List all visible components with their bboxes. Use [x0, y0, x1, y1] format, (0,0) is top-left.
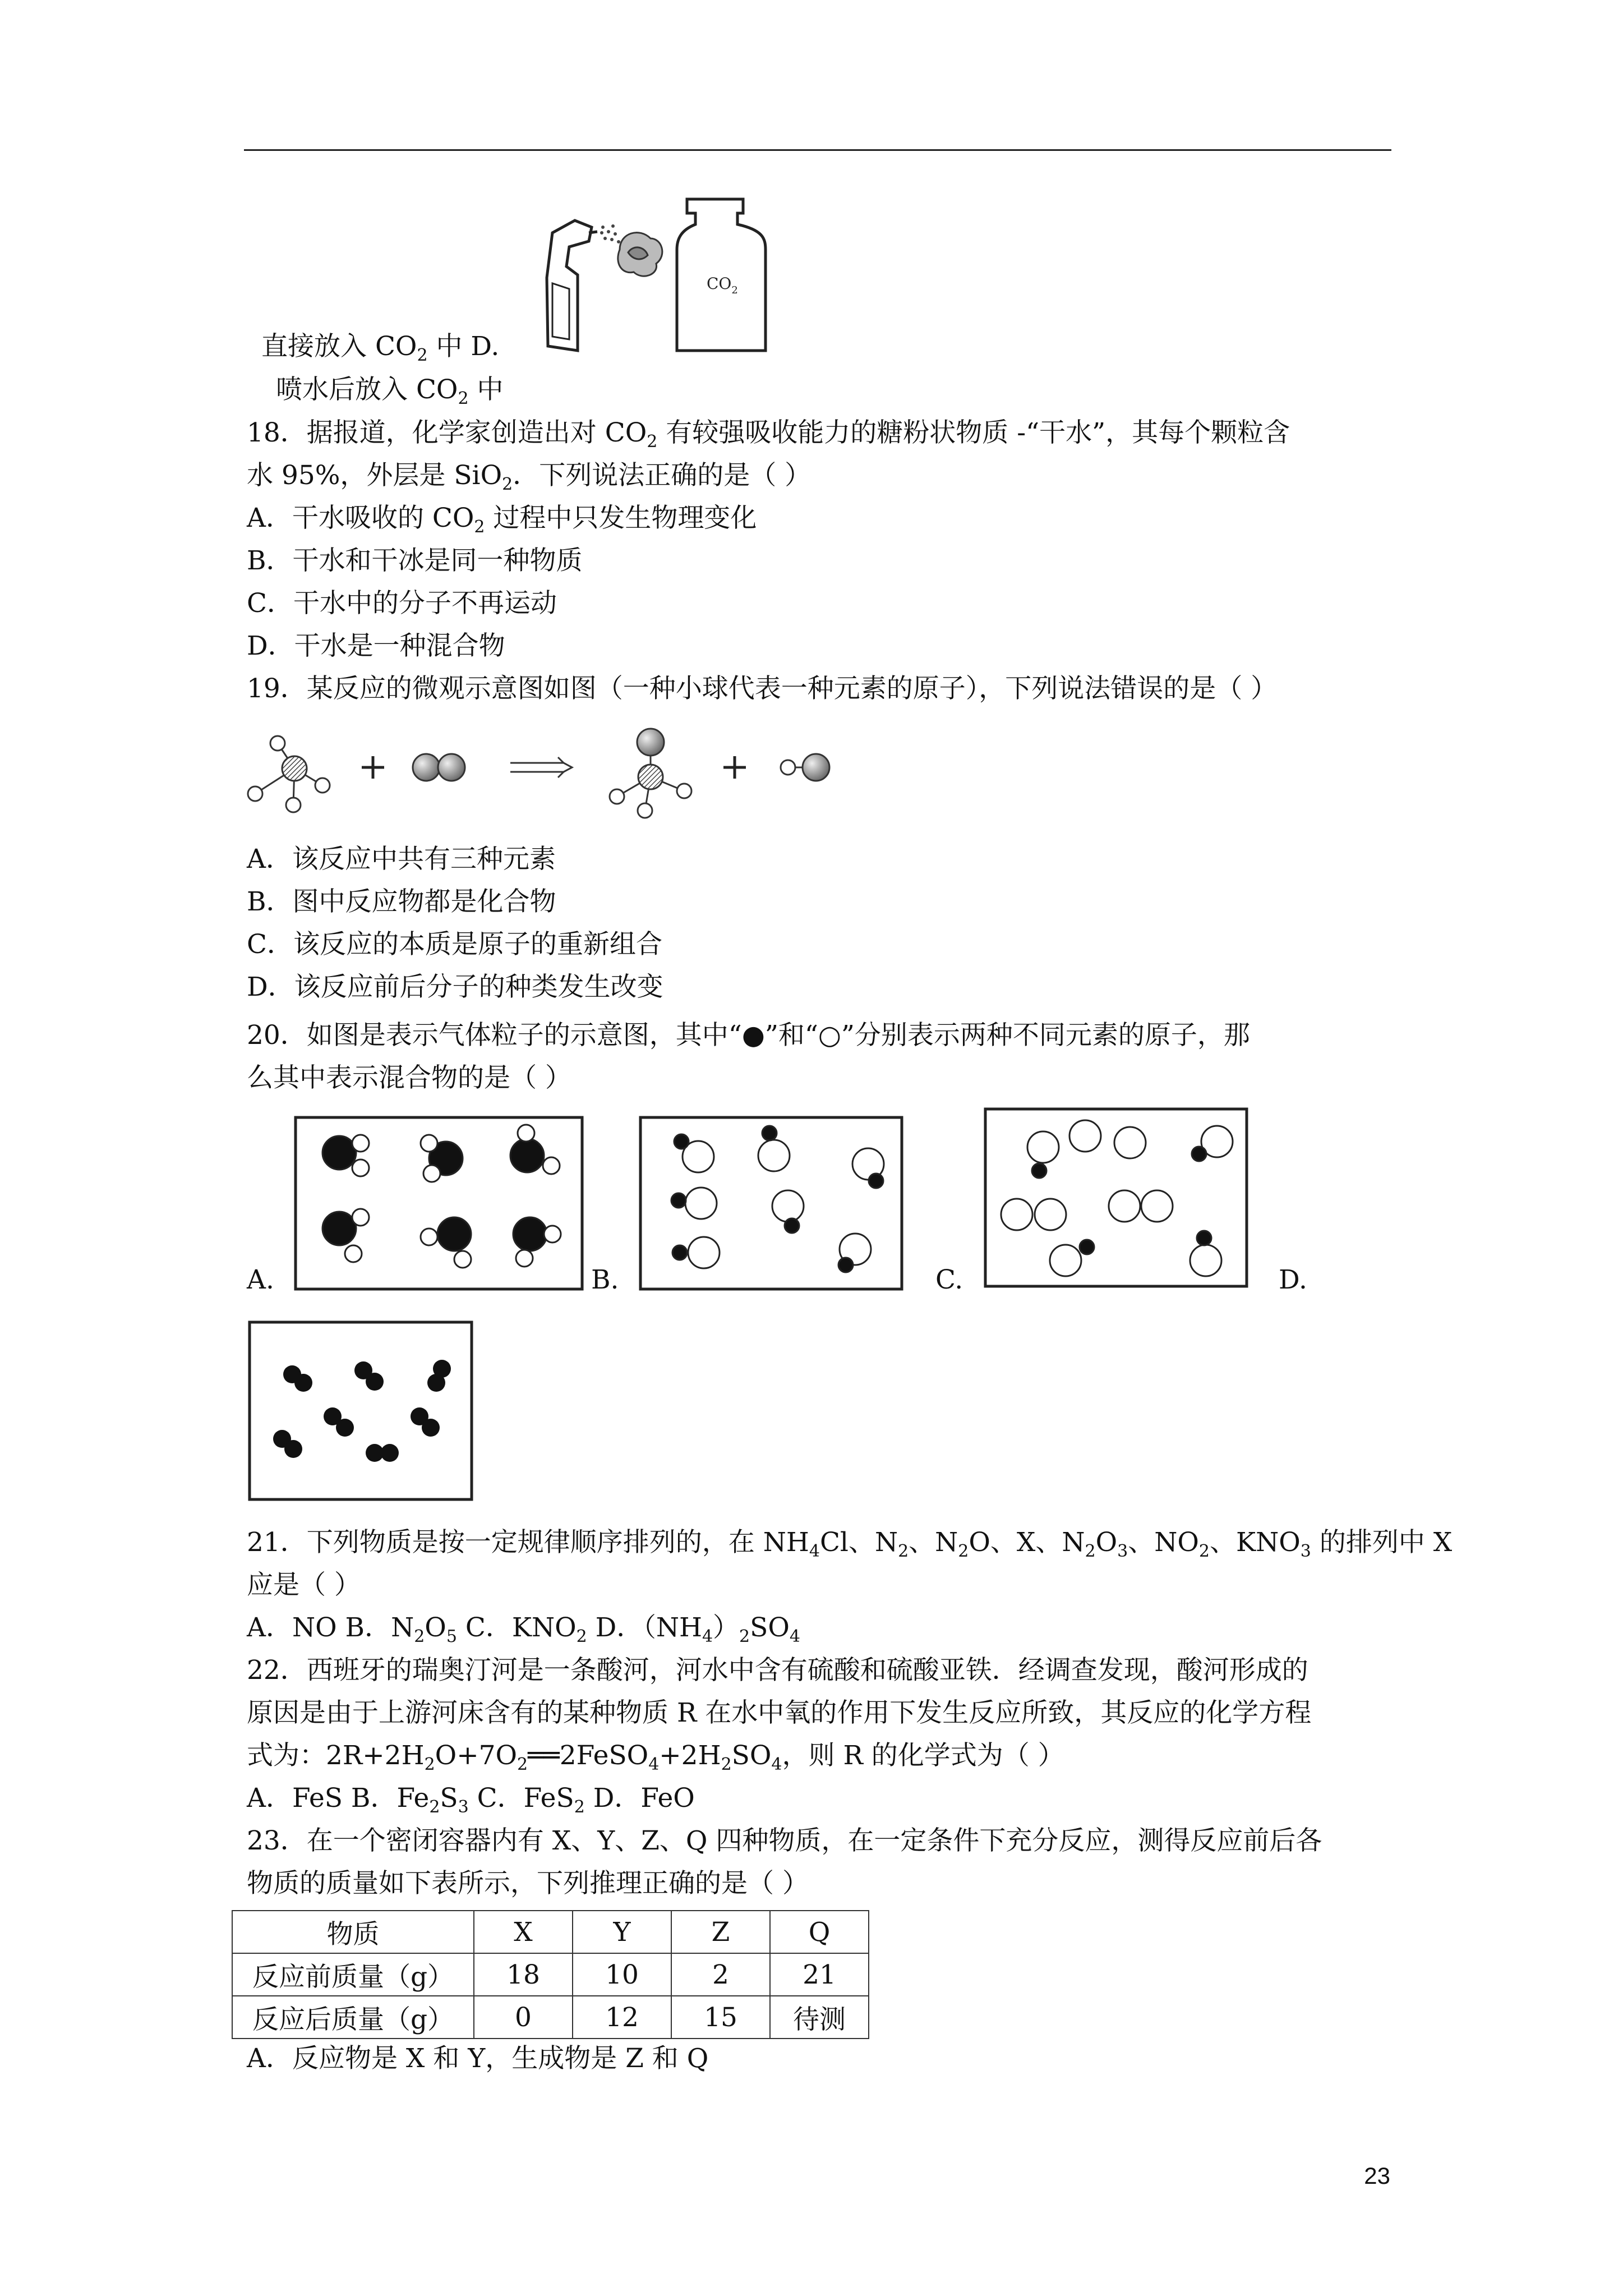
header-rule	[244, 149, 1391, 151]
q21-options: A．NO B．$N_2O_5$ C．$KNO_2$ D．$(NH_4)_2SO_4$	[247, 1612, 800, 1646]
q23-option-a: A．反应物是 X 和 Y，生成物是 Z 和 Q	[247, 2043, 709, 2074]
q22-stem-line1: 22．西班牙的瑞奥汀河是一条酸河，河水中含有硫酸和硫酸亚铁．经调查发现，酸河形成的	[247, 1655, 1308, 1686]
q22-options: A．FeS B．$Fe_2S_3$ C．FeS$_2$ D．FeO	[247, 1783, 695, 1817]
table-cell: 反应后质量（g）	[232, 1996, 474, 2039]
table-row	[232, 1996, 869, 2039]
q23-mass-table	[232, 1910, 869, 2039]
q23-stem-line1: 23．在一个密闭容器内有 X、Y、Z、Q 四种物质，在一定条件下充分反应，测得反应前后各	[247, 1825, 1322, 1856]
q22-stem-line2: 原因是由于上游河床含有的某种物质 R 在水中氧的作用下发生反应所致，其反应的化学方程	[247, 1697, 1312, 1728]
q18-option-c: C．干水中的分子不再运动	[247, 588, 557, 619]
table-cell: 0	[474, 1996, 573, 2039]
q20-box-b	[639, 1116, 903, 1290]
q21-stem-line1: 21．下列物质是按一定规律顺序排列的，在 $NH_4Cl$、$N_2$、$N_2O$、X、$N_2O_3$、$NO_2$、$KNO_3$ 的排列中 X	[247, 1527, 1453, 1561]
table-cell: 12	[573, 1996, 671, 2039]
table-cell: Q	[770, 1911, 869, 1953]
table-cell: Z	[671, 1911, 770, 1953]
table-cell: 18	[474, 1953, 573, 1996]
table-cell: 待测	[770, 1996, 869, 2039]
table-cell: Y	[573, 1911, 671, 1953]
page-number: 23	[1364, 2162, 1390, 2189]
q19-option-b: B．图中反应物都是化合物	[247, 886, 556, 917]
q20-stem-line2: 么其中表示混合物的是（ ）	[247, 1062, 571, 1093]
q17-option-c-tail: 直接放入 $CO_2$ 中 D.	[261, 331, 500, 365]
q18-stem-line1: 18．据报道，化学家创造出对 $CO_2$ 有较强吸收能力的糖粉状物质 -“干水”，其每个颗粒含	[247, 417, 1290, 452]
q19-option-a: A．该反应中共有三种元素	[247, 844, 556, 875]
q20-label-b: B.	[591, 1264, 619, 1295]
q19-option-c: C．该反应的本质是原子的重新组合	[247, 929, 662, 960]
table-cell: 21	[770, 1953, 869, 1996]
q19-stem: 19．某反应的微观示意图如图（一种小球代表一种元素的原子），下列说法错误的是（ ）	[247, 673, 1278, 704]
table-cell: 10	[573, 1953, 671, 1996]
q19-option-d: D．该反应前后分子的种类发生改变	[247, 972, 663, 1002]
spray-bottle-co2-figure	[536, 199, 771, 356]
svg-text:CO2: $CO_2$	[707, 274, 738, 296]
table-cell: 物质	[232, 1911, 474, 1953]
q17-option-d-text: 喷水后放入 $CO_2$ 中	[276, 374, 504, 408]
q20-box-c	[984, 1108, 1248, 1287]
q21-stem-line2: 应是（ ）	[247, 1570, 361, 1600]
table-header-row	[232, 1911, 869, 1953]
q23-stem-line2: 物质的质量如下表所示，下列推理正确的是（ ）	[247, 1868, 809, 1899]
q22-stem-line3: 式为：$2R+2H_2O+7O_2══2FeSO_4+2H_2SO_4$，则 R 的化学式为（ ）	[247, 1740, 1064, 1774]
q20-box-a	[294, 1116, 583, 1290]
q20-label-c: C.	[935, 1264, 963, 1295]
q19-reaction-diagram	[244, 721, 861, 839]
q18-stem-line2: 水 95%，外层是 SiO$_2$．下列说法正确的是（ ）	[247, 460, 811, 494]
table-row	[232, 1953, 869, 1996]
q18-option-d: D．干水是一种混合物	[247, 631, 505, 661]
q20-stem-line1: 20．如图是表示气体粒子的示意图，其中“●”和“○”分别表示两种不同元素的原子，那	[247, 1020, 1250, 1051]
q18-option-a: A．干水吸收的 $CO_2$ 过程中只发生物理变化	[247, 503, 757, 537]
table-cell: X	[474, 1911, 573, 1953]
table-cell: 2	[671, 1953, 770, 1996]
q18-option-b: B．干水和干冰是同一种物质	[247, 545, 583, 576]
table-cell: 反应前质量（g）	[232, 1953, 474, 1996]
table-cell: 15	[671, 1996, 770, 2039]
q20-label-a: A.	[247, 1264, 274, 1295]
q20-label-d: D.	[1279, 1264, 1307, 1295]
q20-box-d	[248, 1321, 473, 1501]
